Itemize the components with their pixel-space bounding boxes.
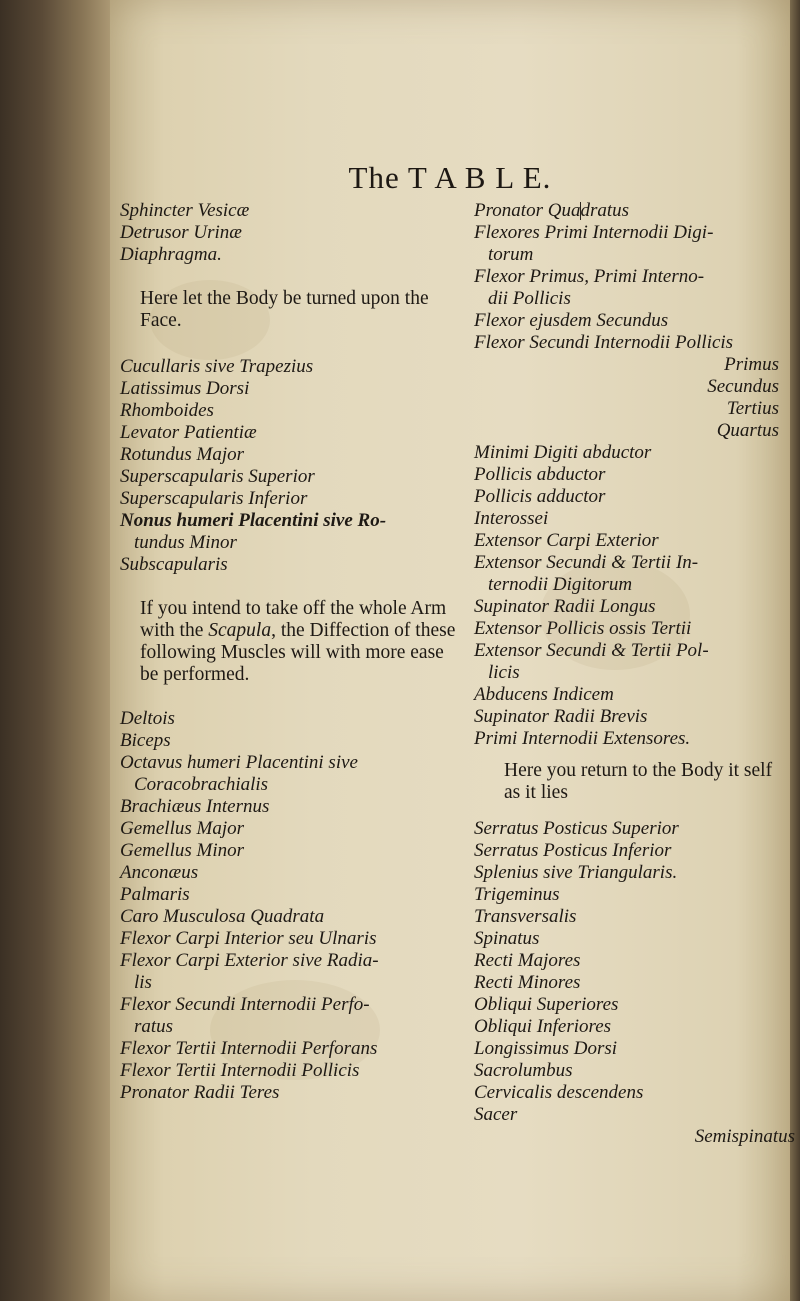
list-item: Spinatus [474, 928, 540, 949]
list-item: Pronator Radii Teres [120, 1082, 280, 1103]
list-item: Abducens Indicem [474, 684, 614, 705]
list-item: Pollicis abductor [474, 464, 606, 485]
list-item: Superscapularis Superior [120, 466, 315, 487]
list-item: Serratus Posticus Inferior [474, 840, 672, 861]
list-item: Superscapularis Inferior [120, 488, 308, 509]
list-item: lis [134, 972, 152, 993]
list-item: Rotundus Major [120, 444, 245, 465]
list-item: Rhomboides [120, 400, 214, 421]
list-item: Latissimus Dorsi [120, 378, 250, 399]
list-item: Palmaris [120, 884, 190, 905]
list-item: Recti Majores [474, 950, 581, 971]
list-item: ratus [134, 1016, 174, 1037]
note-text-after: , the Diffection of these following Muscles will with more ease be performed. [140, 620, 456, 685]
list-item: Obliqui Superiores [474, 994, 619, 1015]
list-item: torum [488, 244, 534, 265]
list-item: Flexores Primi Internodii Digi- [474, 222, 714, 243]
list-item: Extensor Secundi & Tertii In- [474, 552, 699, 573]
list-item: Supinator Radii Brevis [474, 706, 648, 727]
list-item: Flexor ejusdem Secundus [474, 310, 669, 331]
list-item: Sacrolumbus [474, 1060, 573, 1081]
list-item: licis [488, 662, 520, 683]
instruction-note: Here let the Body be turned upon the Face. [140, 288, 429, 331]
list-item: tundus Minor [134, 532, 237, 553]
list-item: Brachiæus Internus [120, 796, 270, 817]
list-item: Anconæus [120, 862, 199, 883]
list-item: Extensor Secundi & Tertii Pol- [474, 640, 709, 661]
list-item: Splenius sive Triangularis. [474, 862, 678, 883]
note-text-scapula: Scapula [208, 620, 272, 641]
list-item: Cervicalis descendens [474, 1082, 644, 1103]
list-item-level: Primus [724, 354, 779, 375]
instruction-note-return: Here you return to the Body it self as it lies [504, 760, 773, 803]
list-item: Trigeminus [474, 884, 560, 905]
list-item: Recti Minores [474, 972, 581, 993]
list-item: Flexor Primus, Primi Interno- [474, 266, 705, 287]
list-item: Flexor Carpi Exterior sive Radia- [120, 950, 379, 971]
list-item: Longissimus Dorsi [474, 1038, 618, 1059]
list-item: Interossei [474, 508, 549, 529]
list-item: Flexor Carpi Interior seu Ulnaris [120, 928, 377, 949]
page-title: The T A B L E. [348, 160, 552, 195]
list-item: Flexor Secundi Internodii Perfo- [120, 994, 370, 1015]
list-item: dii Pollicis [488, 288, 571, 309]
list-item: Diaphragma. [120, 244, 222, 265]
list-item: Octavus humeri Placentini sive [120, 752, 358, 773]
list-item: Primi Internodii Extensores. [474, 728, 691, 749]
list-item: Coracobrachialis [134, 774, 269, 795]
list-item: ternodii Digitorum [488, 574, 633, 595]
list-item-level: Quartus [716, 420, 779, 441]
list-item: Flexor Tertii Internodii Perforans [120, 1038, 378, 1059]
list-item: Gemellus Major [120, 818, 245, 839]
list-item: Flexor Tertii Internodii Pollicis [120, 1060, 360, 1081]
list-item: Cucullaris sive Trapezius [120, 356, 314, 377]
left-column [120, 200, 465, 1104]
list-item: Gemellus Minor [120, 840, 245, 861]
note-text-before: If you intend to take off the whole Arm with the [140, 598, 447, 641]
list-item: Caro Musculosa Quadrata [120, 906, 325, 927]
list-item: Sphincter Vesicæ [120, 200, 250, 221]
list-item: Levator Patientiæ [120, 422, 257, 443]
list-item: Supinator Radii Longus [474, 596, 656, 617]
list-item-level: Tertius [726, 398, 779, 419]
list-item: Transversalis [474, 906, 577, 927]
catchword: Semispinatus [694, 1126, 795, 1147]
list-item: Detrusor Urinæ [120, 222, 242, 243]
list-item: Nonus humeri Placentini sive Ro- [120, 510, 387, 531]
list-item: Sacer [474, 1104, 518, 1125]
list-item-level: Secundus [707, 376, 779, 397]
list-item: Extensor Pollicis ossis Tertii [474, 618, 692, 639]
list-item: Minimi Digiti abductor [474, 442, 652, 463]
list-item: Deltois [120, 708, 175, 729]
list-item: Subscapularis [120, 554, 228, 575]
list-item: Serratus Posticus Superior [474, 818, 679, 839]
list-item: Biceps [120, 730, 171, 751]
book-binding-left [0, 0, 120, 1301]
list-item: Flexor Secundi Internodii Pollicis [474, 332, 734, 353]
list-item: Pollicis adductor [474, 486, 606, 507]
list-item: Obliqui Inferiores [474, 1016, 612, 1037]
list-item: Extensor Carpi Exterior [474, 530, 659, 551]
instruction-note-arm [120, 598, 462, 686]
list-item: Pronator Quadratus [474, 200, 630, 221]
right-column [474, 200, 799, 1148]
